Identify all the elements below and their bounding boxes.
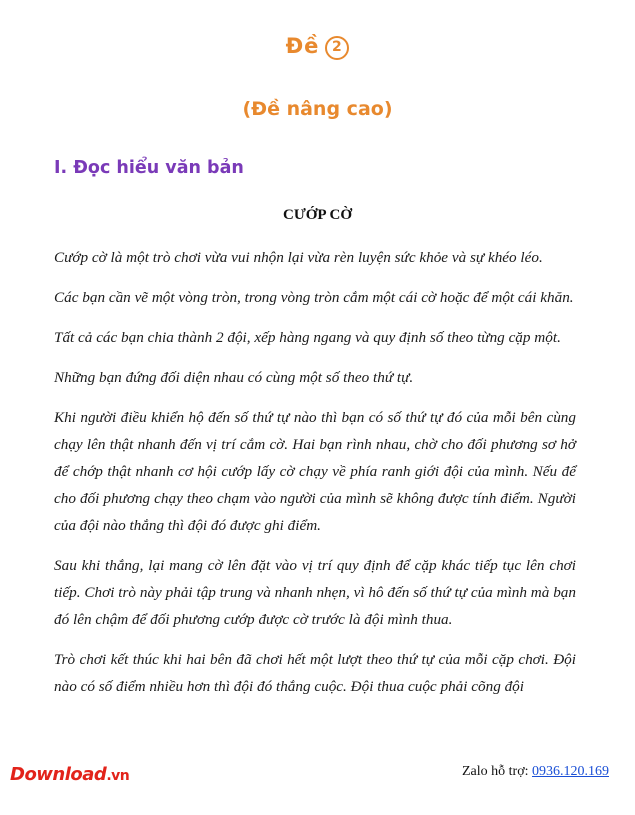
story-paragraph: Khi người điều khiển hộ đến số thứ tự nào thì bạn có số thứ tự đó của mỗi bên cùng chạy lên thật nhanh đến vị trí cắm cờ. Hai bạn rình nhau, chờ cho đối phương sơ hở để chớp thật nhanh cơ hội cướp lấy cờ chạy về phía ranh giới đội của mình. Nếu để cho đối phương chạy theo chạm vào người của mình sẽ không được tính điểm. Người của đội nào thắng thì đội đó được ghi điểm.	[54, 409, 576, 534]
logo-suffix: .vn	[106, 768, 130, 784]
exam-number-badge: 2	[325, 36, 349, 60]
support-label: Zalo hỗ trợ:	[462, 764, 529, 779]
story-paragraph: Những bạn đứng đối diện nhau có cùng một số theo thứ tự.	[54, 369, 414, 386]
exam-subtitle: (Đề nâng cao)	[242, 98, 393, 120]
story-paragraph: Trò chơi kết thúc khi hai bên đã chơi hết một lượt theo thứ tự của mỗi cặp chơi. Đội nào có số điểm nhiều hơn thì đội đó thắng cuộc. Đội thua cuộc phải cõng đội	[54, 651, 576, 695]
story-paragraph: Cướp cờ là một trò chơi vừa vui nhộn lại vừa rèn luyện sức khỏe và sự khéo léo.	[54, 249, 543, 266]
story-title: CƯỚP CỜ	[282, 207, 353, 223]
section-heading: I. Đọc hiểu văn bản	[54, 158, 244, 178]
logo-text: Download	[10, 764, 107, 785]
story-body	[54, 244, 576, 713]
story-paragraph: Tất cả các bạn chia thành 2 đội, xếp hàng ngang và quy định số theo từng cặp một.	[54, 329, 561, 346]
exam-title	[0, 34, 635, 60]
story-paragraph: Các bạn cần vẽ một vòng tròn, trong vòng tròn cắm một cái cờ hoặc để một cái khăn.	[54, 289, 574, 306]
support-phone-link[interactable]: 0936.120.169	[532, 764, 609, 779]
story-paragraph: Sau khi thắng, lại mang cờ lên đặt vào vị trí quy định để cặp khác tiếp tục lên chơi tiếp. Chơi trò này phải tập trung và nhanh nhẹn, vì hô đến số thứ tự của mình mà bạn đó lên chậm để đối phương cướp được cờ trước là đội mình thua.	[54, 557, 576, 628]
support-contact	[462, 764, 609, 780]
exam-title-label: Đề	[285, 34, 320, 58]
download-logo[interactable]	[10, 764, 129, 785]
